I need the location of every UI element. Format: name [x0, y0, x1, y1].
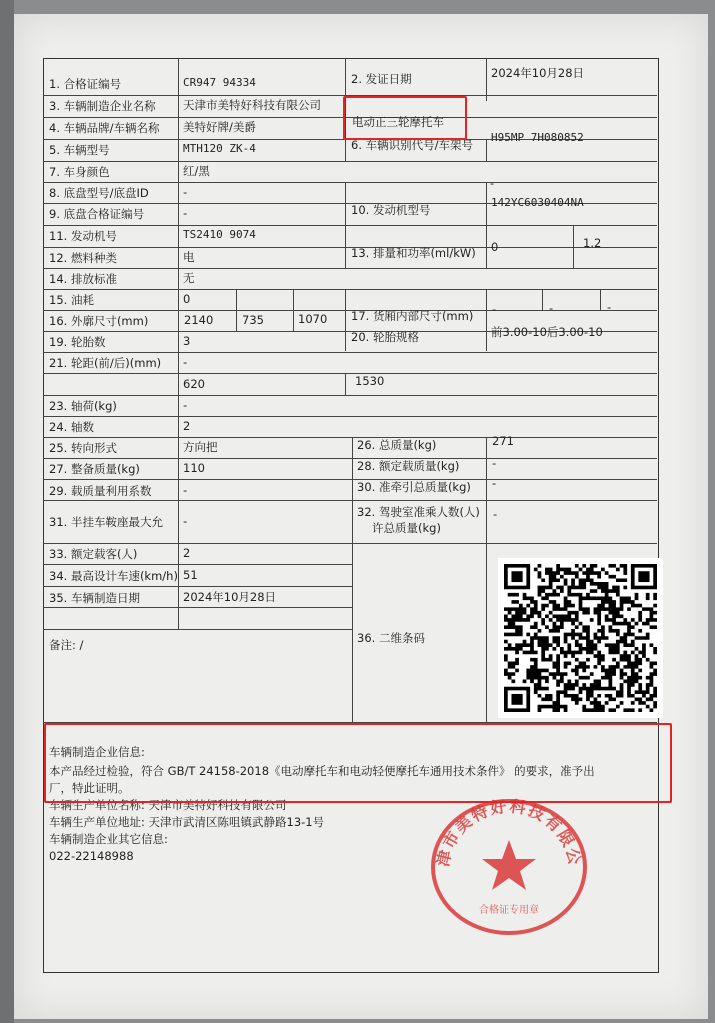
value-towing-mass: -	[183, 514, 188, 528]
value-brand: 美特好牌/美爵	[183, 120, 256, 134]
value-axles: 方向把	[183, 440, 218, 454]
value-cargo-length: -	[492, 302, 497, 316]
value-vin: H95MP 7H080852	[491, 131, 584, 144]
svg-text:合格证专用章: 合格证专用章	[479, 905, 539, 916]
value-springs: 3	[183, 334, 191, 348]
label-rated-load: 29. 载质量利用系数	[49, 484, 152, 498]
label-passengers: 34. 最高设计车速(km/h)	[49, 569, 178, 583]
value-emission: 无	[183, 271, 195, 285]
background-edge	[0, 0, 14, 1023]
label-engine-no: 11. 发动机号	[49, 229, 117, 243]
value-fuel: 电	[183, 250, 195, 264]
label-vin: 6. 车辆识别代号/车架号	[351, 138, 474, 152]
production-address: 车辆生产单位地址: 天津市武清区陈咀镇武静路13-1号	[49, 815, 325, 829]
value-cargo-width: -	[549, 301, 554, 315]
label-springs: 19. 轮胎数	[49, 335, 106, 349]
label-tire-count: 20. 轮胎规格	[351, 330, 419, 344]
label-remarks: 备注: /	[49, 638, 84, 652]
mfg-info-title: 车辆制造企业信息:	[49, 745, 145, 759]
qr-code-pattern	[504, 564, 657, 712]
label-fuel: 12. 燃料种类	[49, 251, 117, 265]
qr-code	[498, 558, 663, 718]
value-length: 2140	[184, 313, 214, 327]
label-tire-spec: 21. 轮距(前/后)(mm)	[49, 356, 162, 370]
value-cert-no: CR947 94334	[183, 76, 256, 89]
label-qr-code: 36. 二维条码	[357, 631, 425, 645]
value-issue-date: 2024年10月28日	[491, 66, 585, 80]
label-wheelbase: 23. 轴荷(kg)	[49, 399, 117, 413]
value-tire-spec: -	[183, 355, 188, 369]
value-track-front: 620	[183, 377, 205, 391]
label-outer-dimensions: 16. 外廓尺寸(mm)	[49, 314, 149, 328]
label-fuel-consumption: 15. 油耗	[49, 293, 94, 307]
label-saddle-load-line2: 许总质量(kg)	[372, 521, 441, 535]
label-engine-model: 10. 发动机型号	[351, 203, 431, 217]
value-height: 1070	[298, 312, 328, 326]
value-manufacturer: 天津市美特好科技有限公司	[183, 98, 321, 112]
label-axles: 25. 转向形式	[49, 441, 117, 455]
value-engine-model: 142YC6030404NA	[491, 196, 584, 209]
value-chassis-cert: -	[183, 206, 188, 220]
label-gross-mass: 27. 整备质量(kg)	[49, 462, 140, 476]
label-cert-no: 1. 合格证编号	[49, 77, 122, 91]
label-load-factor: 30. 准牵引总质量(kg)	[357, 480, 471, 494]
value-saddle-load: -	[493, 507, 498, 521]
label-manufacturer: 3. 车辆制造企业名称	[49, 99, 156, 113]
label-chassis-cert: 9. 底盘合格证编号	[49, 207, 145, 221]
label-displacement: 13. 排量和功率(ml/kW)	[351, 246, 476, 260]
value-engine-no: TS2410 9074	[183, 228, 256, 241]
mfg-info-text-1: 本产品经过检验，符合 GB/T 24158-2018《电动摩托车和电动轻便摩托车通用技术条件》 的要求，准予出	[49, 764, 595, 778]
label-cab-seats: 33. 额定载客(人)	[49, 547, 138, 561]
value-passengers: 51	[183, 568, 198, 582]
company-seal	[428, 795, 590, 937]
label-curb-mass: 28. 额定载质量(kg)	[357, 459, 460, 473]
value-fuel-consumption: 0	[183, 292, 191, 306]
value-chassis-id: -	[490, 176, 495, 190]
value-displacement: 0	[491, 240, 499, 254]
value-axle-load: 2	[183, 419, 191, 433]
highlight-vehicle-name	[343, 96, 467, 140]
value-color: 红/黑	[183, 164, 210, 178]
label-axle-load: 24. 轴数	[49, 420, 94, 434]
value-steering: 271	[492, 434, 514, 448]
label-cargo-dimensions: 17. 货厢内部尺寸(mm)	[351, 309, 474, 323]
value-vehicle-name: 电动正三轮摩托车	[352, 115, 444, 129]
phone-number: 022-22148988	[49, 849, 134, 863]
value-chassis-model: -	[183, 185, 188, 199]
mfg-info-text-2: 厂，特此证明。	[49, 781, 130, 795]
label-towing-mass: 31. 半挂车鞍座最大允	[49, 515, 163, 529]
value-model: MTH120 ZK-4	[183, 142, 256, 155]
value-rated-load: -	[183, 483, 188, 497]
highlight-conformity-statement	[44, 723, 672, 803]
value-max-speed: 2024年10月28日	[183, 590, 277, 604]
value-load-factor: -	[492, 476, 497, 490]
label-issue-date: 2. 发证日期	[351, 72, 412, 86]
value-cab-seats: 2	[183, 546, 191, 560]
label-max-speed: 35. 车辆制造日期	[49, 591, 140, 605]
value-gross-mass: 110	[183, 461, 205, 475]
label-chassis-model: 8. 底盘型号/底盘ID	[49, 186, 149, 200]
value-track-rear: 1530	[355, 374, 385, 388]
label-steering: 26. 总质量(kg)	[357, 438, 437, 452]
value-curb-mass: -	[492, 456, 497, 470]
label-saddle-load: 32. 驾驶室准乘人数(人)	[357, 505, 480, 519]
label-emission: 14. 排放标准	[49, 272, 117, 286]
label-brand: 4. 车辆品牌/车辆名称	[49, 121, 160, 135]
label-color: 7. 车身颜色	[49, 165, 110, 179]
svg-text:天津市美特好科技有限公司: 津市美特好科技有限公	[433, 796, 585, 869]
value-tire-count: 前3.00-10后3.00-10	[491, 325, 603, 339]
other-info: 车辆制造企业其它信息:	[49, 832, 168, 846]
value-power: 1.2	[583, 236, 602, 250]
production-unit: 车辆生产单位名称: 天津市美特好科技有限公司	[49, 798, 287, 812]
label-model: 5. 车辆型号	[49, 143, 110, 157]
value-wheelbase: -	[183, 398, 188, 412]
value-width: 735	[242, 313, 264, 327]
value-cargo-height: -	[607, 300, 612, 314]
